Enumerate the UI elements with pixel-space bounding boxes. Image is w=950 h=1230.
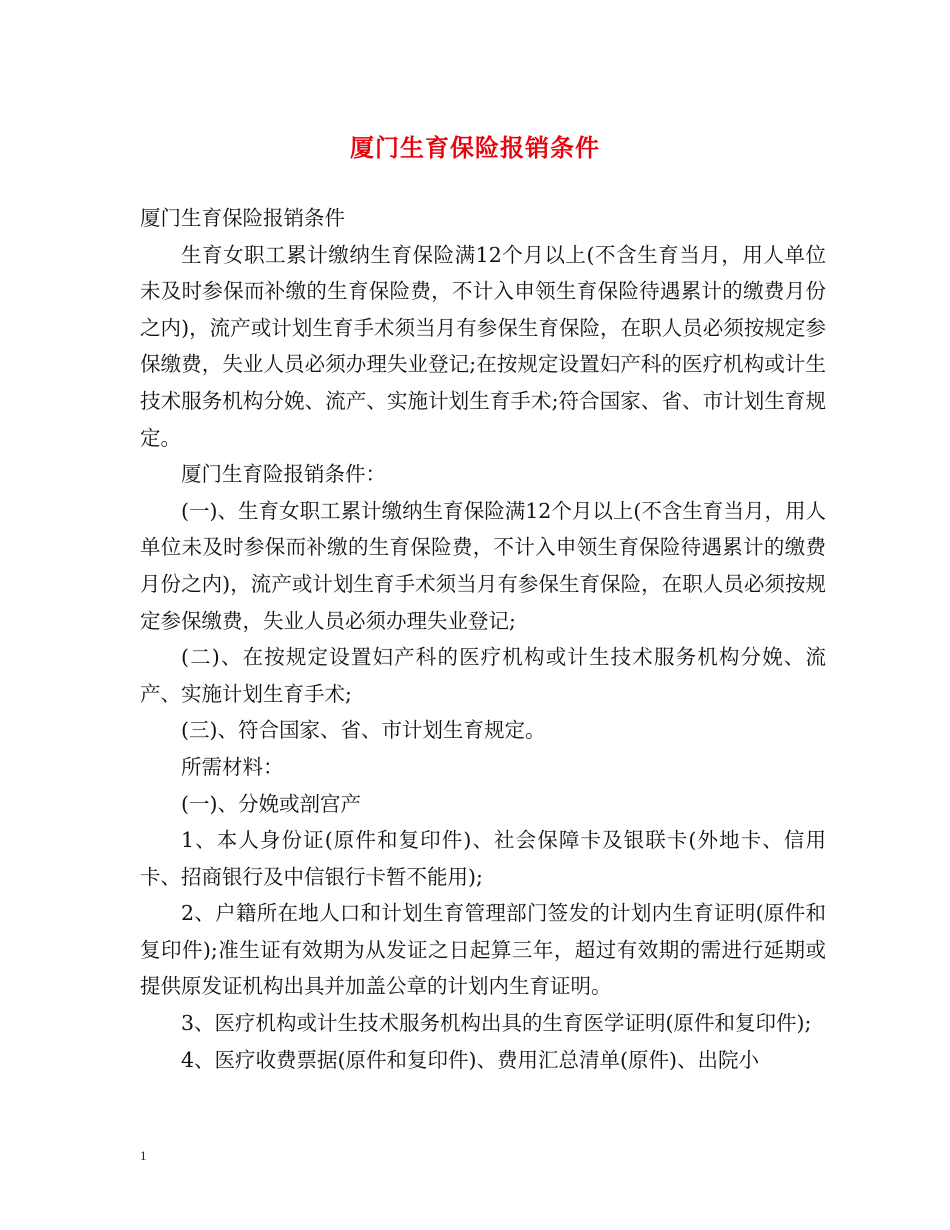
paragraph: (一)、分娩或剖宫产: [181, 791, 361, 816]
paragraph: (三)、符合国家、省、市计划生育规定。: [181, 718, 546, 743]
paragraph: 生育女职工累计缴纳生育保险满12个月以上(不含生育当月，用人单位未及时参保而补缴的生育保险费，不计入申领生育保险待遇累计的缴费月份之内)，流产或计划生育手术须当月有参保生育保险，在职人员必须按规定参保缴费，失业人员必须办理失业登记;在按规定设置妇产科的医疗机构或计生技术服务机构分娩、流产、实施计划生育手术;符合国家、省、市计划生育规定。: [140, 242, 826, 450]
paragraph: (二)、在按规定设置妇产科的医疗机构或计生技术服务机构分娩、流产、实施计划生育手术;: [140, 645, 826, 706]
paragraph: 3、医疗机构或计生技术服务机构出具的生育医学证明(原件和复印件);: [181, 1011, 812, 1036]
document-body: [140, 200, 826, 1078]
paragraph: (一)、生育女职工累计缴纳生育保险满12个月以上(不含生育当月，用人单位未及时参保而补缴的生育保险费，不计入申领生育保险待遇累计的缴费月份之内)，流产或计划生育手术须当月有参保生育保险，在职人员必须按规定参保缴费，失业人员必须办理失业登记;: [140, 498, 826, 633]
document-title: 厦门生育保险报销条件: [350, 133, 600, 162]
paragraph: 2、户籍所在地人口和计划生育管理部门签发的计划内生育证明(原件和复印件);准生证有效期为从发证之日起算三年，超过有效期的需进行延期或提供原发证机构出具并加盖公章的计划内生育证明。: [140, 901, 826, 999]
paragraph: 厦门生育保险报销条件: [140, 206, 345, 230]
page-number: 1: [140, 1148, 147, 1163]
paragraph: 厦门生育险报销条件：: [181, 462, 386, 487]
paragraph: 4、医疗收费票据(原件和复印件)、费用汇总清单(原件)、出院小: [181, 1047, 760, 1072]
paragraph: 所需材料：: [181, 754, 284, 779]
paragraph: 1、本人身份证(原件和复印件)、社会保障卡及银联卡(外地卡、信用卡、招商银行及中信银行卡暂不能用);: [140, 828, 826, 889]
